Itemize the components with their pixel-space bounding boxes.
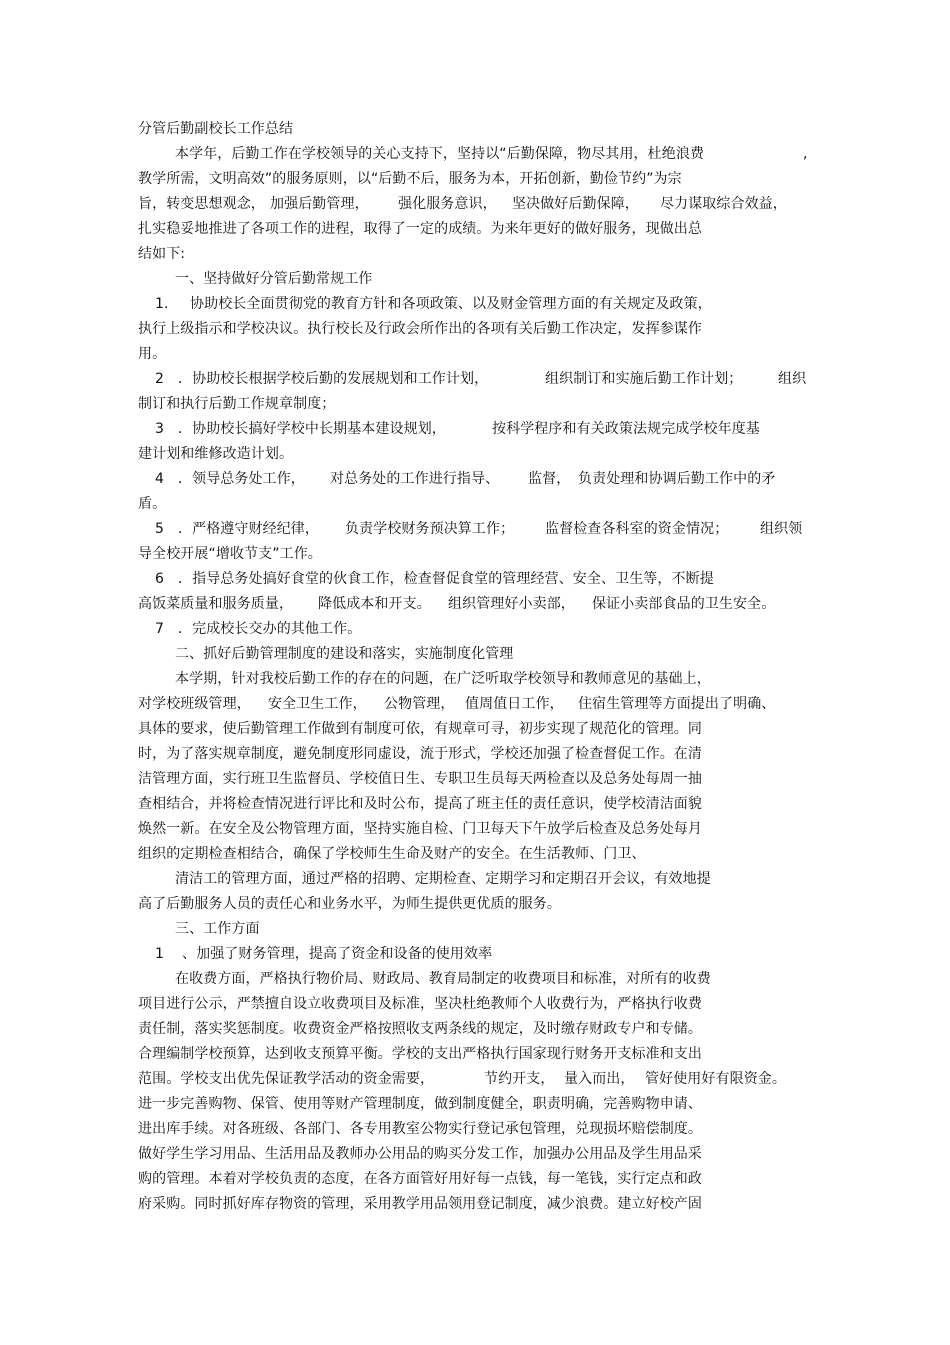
list-item-text: 按科学程序和有关政策法规完成学校年度基: [492, 421, 760, 437]
paragraph-line: 尽力谋取综合效益，: [660, 196, 787, 212]
paragraph-line: 本学年，后勤工作在学校领导的关心支持下，坚持以“后勤保障，物尽其用，杜绝浪费: [175, 146, 705, 162]
paragraph-line: 节约开支，: [484, 1071, 555, 1087]
list-item-text: ．指导总务处搞好食堂的伙食工作，检查督促食堂的管理经营、安全、卫生等，不断提: [178, 571, 714, 587]
list-item-text: 执行上级指示和学校决议。执行校长及行政会所作出的各项有关后勤工作决定，发挥参谋作: [138, 321, 702, 337]
paragraph-line: 府采购。同时抓好库存物资的管理，采用教学用品领用登记制度，减少浪费。建立好校产固: [138, 1196, 702, 1212]
paragraph-line: 组织的定期检查相结合，确保了学校师生生命及财产的安全。在生活教师、门卫、: [138, 846, 646, 862]
list-item-number: 1.: [155, 296, 169, 312]
list-item-text: 组织领: [760, 521, 803, 537]
paragraph-line: 在收费方面，严格执行物价局、财政局、教育局制定的收费项目和标准，对所有的收费: [175, 971, 711, 987]
paragraph-line: 进出库手续。对各班级、各部门、各专用教室公物实行登记承包管理，兑现损坏赔偿制度。: [138, 1121, 702, 1137]
list-item-text: 制订和执行后勤工作规章制度；: [138, 396, 336, 412]
paragraph-line: 进一步完善购物、保管、使用等财产管理制度，做到制度健全，职责明确，完善购物申请、: [138, 1096, 702, 1112]
section-heading: 一、坚持做好分管后勤常规工作: [175, 271, 373, 287]
list-item-text: 协助校长全面贯彻党的教育方针和各项政策、以及财金管理方面的有关规定及政策，: [190, 296, 712, 312]
list-item-text: ．严格遵守财经纪律，: [178, 521, 319, 537]
list-item-text: 盾。: [138, 496, 167, 512]
list-item-text: 用。: [138, 346, 167, 362]
list-item-number: 2: [155, 371, 165, 387]
paragraph-line: 购的管理。本着对学校负责的态度，在各方面管好用好每一点钱，每一笔钱，实行定点和政: [138, 1171, 702, 1187]
paragraph-line: 教学所需，文明高效”的服务原则，以“后勤不后，服务为本，开拓创新，勤俭节约”为宗: [138, 171, 682, 187]
subsection-heading: 、加强了财务管理，提高了资金和设备的使用效率: [182, 946, 493, 962]
paragraph-line: 查相结合，并将检查情况进行评比和及时公布，提高了班主任的责任意识，使学校清洁面貌: [138, 796, 702, 812]
list-item-text: 降低成本和开支。: [318, 596, 431, 612]
list-item-text: 保证小卖部食品的卫生安全。: [592, 596, 776, 612]
paragraph-line: 合理编制学校预算，达到收支预算平衡。学校的支出严格执行国家现行财务开支标准和支出: [138, 1046, 702, 1062]
paragraph-line: 旨，转变思想观念，: [138, 196, 265, 212]
paragraph-line: 对学校班级管理，: [138, 696, 251, 712]
list-item-number: 6: [155, 571, 165, 587]
paragraph-line: 加强后勤管理，: [270, 196, 369, 212]
list-item-text: 监督检查各科室的资金情况；: [545, 521, 729, 537]
section-heading: 三、工作方面: [175, 921, 260, 937]
list-item-text: 负责学校财务预决算工作；: [345, 521, 515, 537]
list-item-number: 3: [155, 421, 165, 437]
paragraph-line: 高了后勤服务人员的责任心和业务水平，为师生提供更优质的服务。: [138, 896, 561, 912]
paragraph-line: 项目进行公示，严禁擅自设立收费项目及标准，坚决杜绝教师个人收费行为，严格执行收费: [138, 996, 702, 1012]
list-item-text: 组织: [778, 371, 807, 387]
paragraph-line: 范围。学校支出优先保证教学活动的资金需要，: [138, 1071, 435, 1087]
list-item-text: 对总务处的工作进行指导、: [330, 471, 500, 487]
list-item-text: ．领导总务处工作，: [178, 471, 305, 487]
list-item-text: 组织制订和实施后勤工作计划；: [545, 371, 743, 387]
list-item-text: 负责处理和协调后勤工作中的矛: [578, 471, 776, 487]
paragraph-line: 时，为了落实规章制度，避免制度形同虚设，流于形式，学校还加强了检查督促工作。在清: [138, 746, 702, 762]
list-item-number: 5: [155, 521, 165, 537]
paragraph-line: 责任制，落实奖惩制度。收费资金严格按照收支两条线的规定，及时缴存财政专户和专储。: [138, 1021, 702, 1037]
list-item-text: 高饭菜质量和服务质量，: [138, 596, 294, 612]
paragraph-line: 本学期，针对我校后勤工作的存在的问题，在广泛听取学校领导和教师意见的基础上，: [175, 671, 711, 687]
paragraph-line: 扎实稳妥地推进了各项工作的进程，取得了一定的成绩。为来年更好的做好服务，现做出总: [138, 221, 702, 237]
document-title: 分管后勤副校长工作总结: [138, 121, 294, 137]
subsection-number: 1: [155, 946, 165, 962]
paragraph-line: 安全卫生工作，: [268, 696, 367, 712]
list-item-text: ．完成校长交办的其他工作。: [178, 621, 362, 637]
paragraph-line: 洁管理方面，实行班卫生监督员、学校值日生、专职卫生员每天两检查以及总务处每周一抽: [138, 771, 702, 787]
list-item-text: 组织管理好小卖部，: [448, 596, 575, 612]
list-item-text: ．协助校长根据学校后勤的发展规划和工作计划，: [178, 371, 489, 387]
paragraph-line: 焕然一新。在安全及公物管理方面，坚持实施自检、门卫每天下午放学后检查及总务处每月: [138, 821, 702, 837]
list-item-number: 4: [155, 471, 165, 487]
list-item-text: 建计划和维修改造计划。: [138, 446, 294, 462]
paragraph-line: 强化服务意识，: [398, 196, 497, 212]
list-item-text: 监督，: [528, 471, 571, 487]
paragraph-line: ,: [803, 146, 808, 162]
paragraph-line: 住宿生管理等方面提出了明确、: [578, 696, 776, 712]
paragraph-line: 具体的要求，使后勤管理工作做到有制度可依，有规章可寻，初步实现了规范化的管理。同: [138, 721, 702, 737]
paragraph-line: 量入而出，: [564, 1071, 635, 1087]
section-heading: 二、抓好后勤管理制度的建设和落实，实施制度化管理: [175, 646, 514, 662]
paragraph-line: 清洁工的管理方面，通过严格的招聘、定期检查、定期学习和定期召开会议，有效地提: [175, 871, 711, 887]
paragraph-line: 结如下:: [138, 246, 186, 262]
paragraph-line: 公物管理，: [384, 696, 455, 712]
list-item-text: 导全校开展“增收节支”工作。: [138, 546, 322, 562]
paragraph-line: 管好使用好有限资金。: [645, 1071, 786, 1087]
list-item-text: ．协助校长搞好学校中长期基本建设规划，: [178, 421, 446, 437]
list-item-number: 7: [155, 621, 165, 637]
paragraph-line: 坚决做好后勤保障，: [512, 196, 639, 212]
paragraph-line: 做好学生学习用品、生活用品及教师办公用品的购买分发工作，加强办公用品及学生用品采: [138, 1146, 702, 1162]
paragraph-line: 值周值日工作，: [465, 696, 564, 712]
